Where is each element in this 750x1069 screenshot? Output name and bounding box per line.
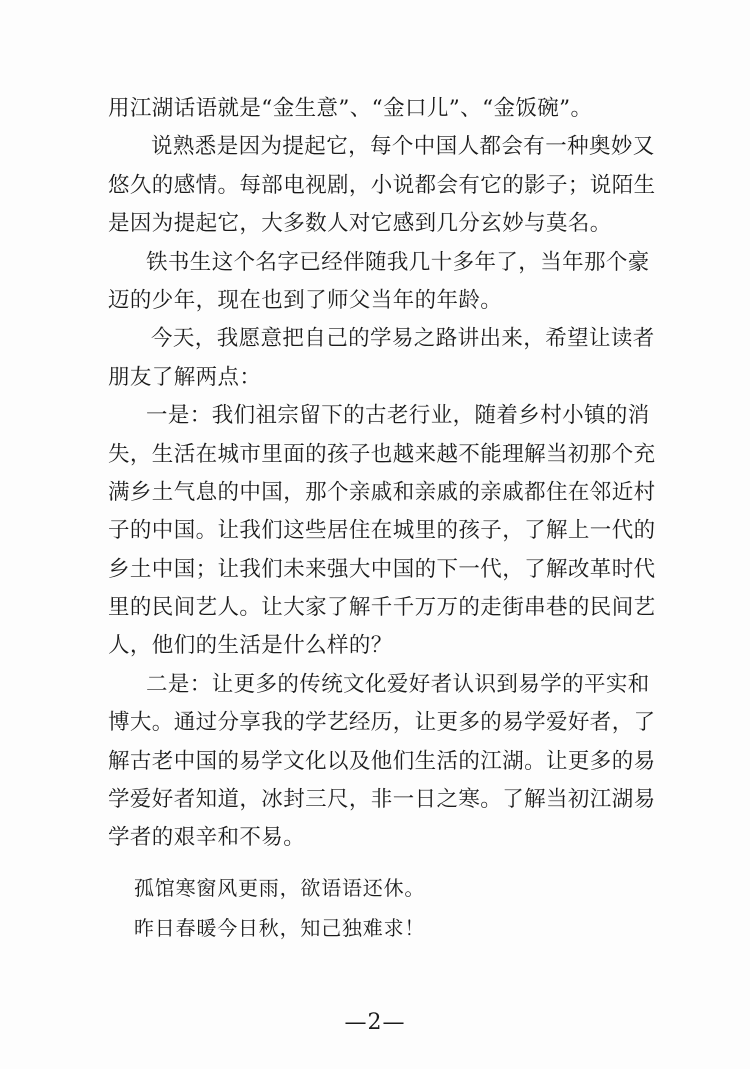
text-line: 铁书生这个名字已经伴随我几十多年了，当年那个豪	[146, 249, 650, 275]
text-line: 今天，我愿意把自己的学易之路讲出来，希望让读者	[151, 326, 655, 352]
text-line: 是因为提起它，大多数人对它感到几分玄妙与莫名。	[108, 211, 612, 237]
text-line: 说熟悉是因为提起它，每个中国人都会有一种奥妙又	[151, 134, 655, 160]
text-line: 人，他们的生活是什么样的？	[108, 633, 393, 659]
text-line: 里的民间艺人。让大家了解千千万万的走街串巷的民间艺	[108, 595, 656, 621]
text-line: 满乡土气息的中国，那个亲戚和亲戚的亲戚都住在邻近村	[108, 479, 656, 505]
text-line: 解古老中国的易学文化以及他们生活的江湖。让更多的易	[108, 748, 656, 774]
poem-line: 孤馆寒窗风更雨，欲语语还休。	[134, 876, 426, 900]
text-line: 迈的少年，现在也到了师父当年的年龄。	[108, 287, 503, 313]
page-number: —2—	[344, 1010, 406, 1035]
text-line: 学者的艰辛和不易。	[108, 825, 306, 851]
text-line: 乡土中国；让我们未来强大中国的下一代，了解改革时代	[108, 556, 656, 582]
text-line: 学爱好者知道，冰封三尺，非一日之寒。了解当初江湖易	[108, 787, 656, 813]
text-line: 子的中国。让我们这些居住在城里的孩子，了解上一代的	[108, 518, 656, 544]
poem-line: 昨日春暖今日秋，知己独难求！	[134, 916, 426, 940]
text-line: 朋友了解两点：	[108, 364, 262, 390]
text-line: 一是：我们祖宗留下的古老行业，随着乡村小镇的消	[146, 403, 650, 429]
text-line: 用江湖话语就是“金生意”、“金口儿”、“金饭碗”。	[108, 96, 593, 121]
body-text	[108, 90, 668, 858]
text-line: 二是：让更多的传统文化爱好者认识到易学的平实和	[146, 671, 650, 697]
text-line: 博大。通过分享我的学艺经历，让更多的易学爱好者，了	[108, 710, 656, 736]
text-line: 悠久的感情。每部电视剧，小说都会有它的影子；说陌生	[108, 172, 656, 198]
text-line: 失，生活在城市里面的孩子也越来越不能理解当初那个充	[108, 441, 656, 467]
